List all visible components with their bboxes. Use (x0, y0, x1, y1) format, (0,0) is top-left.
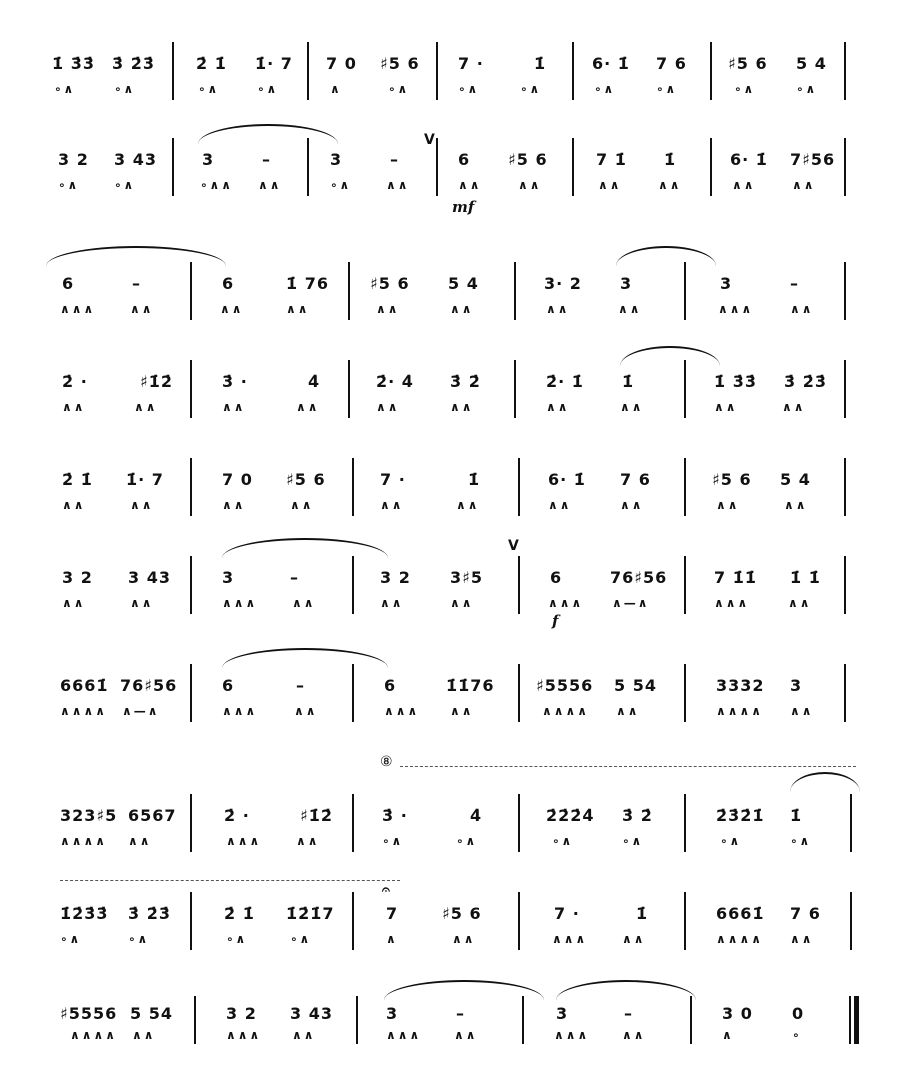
slur (198, 124, 338, 144)
measure-notes: 1̇ (468, 470, 481, 489)
barline (190, 262, 192, 320)
barline (172, 42, 174, 100)
measure-notes: 2̇· 4̇ (376, 372, 414, 391)
barline (684, 794, 686, 852)
measure-notes: ♯5 6 (712, 470, 752, 489)
measure-notes: 3 (222, 568, 235, 587)
barline (518, 458, 520, 516)
bowing-marks: ∘∧ (128, 932, 150, 946)
final-barline (854, 996, 859, 1044)
measure-notes: 6 (384, 676, 397, 695)
breath-mark: V (508, 538, 519, 554)
measure-notes: 6661̇ (60, 676, 109, 695)
measure-notes: 7 · (554, 904, 580, 923)
measure-notes: 5 54 (130, 1004, 173, 1023)
bowing-marks: ∧∧ (130, 596, 154, 610)
barline (352, 556, 354, 614)
barline (356, 996, 358, 1044)
barline (844, 262, 846, 320)
bowing-marks: ∘∧ (456, 834, 478, 848)
barline (352, 458, 354, 516)
measure-notes: 1̇1̇76 (446, 676, 495, 695)
score-system-4 (0, 360, 908, 440)
bowing-marks: ∧∧ (658, 178, 682, 192)
barline (348, 360, 350, 418)
barline (844, 360, 846, 418)
barline (190, 794, 192, 852)
measure-notes: 1̇· 7 (255, 54, 293, 73)
measure-notes: 1̇ 1̇ (790, 568, 821, 587)
bowing-marks: ∧∧ (788, 596, 812, 610)
bowing-marks: ∧∧ (790, 932, 814, 946)
measure-notes: 6 (62, 274, 75, 293)
barline (684, 458, 686, 516)
measure-notes: 2̇ 1̇ (62, 470, 93, 489)
measure-notes: ♯5 6 (442, 904, 482, 923)
measure-notes: 7 0 (222, 470, 253, 489)
bowing-marks: ∧∧ (380, 498, 404, 512)
bowing-marks: ∧∧ (546, 302, 570, 316)
measure-notes: 3 (386, 1004, 399, 1023)
measure-notes: 3 43 (114, 150, 157, 169)
slur (556, 980, 696, 1000)
bowing-marks: ∧∧ (62, 596, 86, 610)
barline (307, 138, 309, 196)
measure-notes: 1̇ (790, 806, 803, 825)
bowing-marks: ∧∧ (132, 1028, 156, 1042)
measure-notes: 3 43 (128, 568, 171, 587)
measure-notes: 7 1̇ (596, 150, 627, 169)
bowing-marks: ∧∧ (598, 178, 622, 192)
measure-notes: 3̇ · (222, 372, 248, 391)
bowing-marks: ∧∧∧ (386, 1028, 422, 1042)
measure-notes: 6 (458, 150, 471, 169)
barline (190, 360, 192, 418)
bowing-marks: ∧∧∧ (384, 704, 420, 718)
barline (684, 664, 686, 722)
barline (684, 360, 686, 418)
bowing-marks: ∧∧ (296, 834, 320, 848)
measure-notes: 3 0 (722, 1004, 753, 1023)
rehearsal-mark: ⑧ (380, 754, 393, 770)
bowing-marks: ∧∧ (450, 704, 474, 718)
measure-notes: 3 2 (62, 568, 93, 587)
bowing-marks: ∘∧ (257, 82, 279, 96)
measure-notes: 2̇2̇2̇4̇ (546, 806, 595, 825)
measure-notes: 3 43 (290, 1004, 333, 1023)
bowing-marks: ∘∧ (54, 82, 76, 96)
measure-notes: 2̇ 1̇ (196, 54, 227, 73)
dynamic-marking: mf (452, 198, 475, 216)
bowing-marks: ∧∧∧∧ (542, 704, 589, 718)
bowing-marks: ∧∧ (732, 178, 756, 192)
measure-notes: 3̇ 2̇3̇ (128, 904, 171, 923)
bowing-marks: ∘∧ (520, 82, 542, 96)
barline (514, 262, 516, 320)
slur (790, 772, 860, 792)
bowing-marks: ∧∧ (716, 498, 740, 512)
measure-notes: 1̇· 7 (126, 470, 164, 489)
bowing-marks: ∧∧ (784, 498, 808, 512)
score-system-6 (0, 538, 908, 636)
measure-notes: 7♯56 (790, 150, 836, 169)
rehearsal-dashed-line (60, 880, 400, 881)
measure-notes: 3♯5 (450, 568, 484, 587)
bowing-marks: ∧∧ (546, 400, 570, 414)
measure-notes: 1̇ (622, 372, 635, 391)
measure-notes: 3̇ · (382, 806, 408, 825)
bowing-marks: ∧∧ (62, 498, 86, 512)
bowing-marks: ∧∧ (130, 498, 154, 512)
barline (684, 556, 686, 614)
bowing-marks: ∧∧ (452, 932, 476, 946)
bowing-marks: ∧∧ (622, 932, 646, 946)
barline (348, 262, 350, 320)
bowing-marks: ∧∧ (294, 704, 318, 718)
measure-notes: 2̇ 1̇ (224, 904, 255, 923)
bowing-marks: ∧∧ (782, 400, 806, 414)
rehearsal-dashed-line (400, 766, 856, 767)
barline (684, 892, 686, 950)
measure-notes: 6 (222, 676, 235, 695)
bowing-marks: ∘ (792, 1028, 802, 1042)
measure-notes: 3 2 (226, 1004, 257, 1023)
dynamic-marking: f (552, 612, 559, 630)
bowing-marks: ∧∧ (620, 400, 644, 414)
slur (384, 980, 544, 1000)
measure-notes: 7 6 (790, 904, 821, 923)
bowing-marks: ∧∧ (296, 400, 320, 414)
measure-notes: 7 (386, 904, 399, 923)
barline (436, 42, 438, 100)
measure-notes: 2̇ · (224, 806, 250, 825)
measure-notes: 1̇ 76 (286, 274, 329, 293)
barline (352, 892, 354, 950)
measure-notes: 6· 1̇ (730, 150, 768, 169)
bowing-marks: ∧∧ (548, 498, 572, 512)
measure-notes: 7 · (458, 54, 484, 73)
score-system-9 (0, 882, 908, 972)
measure-notes: 7 6 (656, 54, 687, 73)
barline (190, 664, 192, 722)
measure-notes: ♯5 6 (286, 470, 326, 489)
slur (620, 346, 720, 366)
measure-notes: 5 4 (780, 470, 811, 489)
barline (850, 794, 852, 852)
measure-notes: ♯5 6 (380, 54, 420, 73)
measure-notes: – (262, 150, 271, 169)
barline (518, 556, 520, 614)
measure-notes: 1̇ 3̇3̇ (52, 54, 95, 73)
bowing-marks: ∘∧ (60, 932, 82, 946)
measure-notes: 6567 (128, 806, 177, 825)
bowing-marks: ∧∧ (130, 302, 154, 316)
bowing-marks: ∘∧ (594, 82, 616, 96)
measure-notes: 3 2 (380, 568, 411, 587)
barline (518, 794, 520, 852)
bowing-marks: ∧∧∧∧ (716, 932, 763, 946)
measure-notes: 6 (222, 274, 235, 293)
bowing-marks: ∧∧ (454, 1028, 478, 1042)
bowing-marks: ∘∧ (198, 82, 220, 96)
barline (190, 892, 192, 950)
measure-notes: 1̇2̇1̇7 (286, 904, 335, 923)
measure-notes: – (456, 1004, 465, 1023)
fermata-mark: 𝄐 (382, 882, 390, 898)
bowing-marks: ∧∧ (790, 302, 814, 316)
measure-notes: – (624, 1004, 633, 1023)
barline (190, 458, 192, 516)
measure-notes: 3 (790, 676, 803, 695)
barline (572, 138, 574, 196)
score-system-7 (0, 664, 908, 744)
measure-notes: 6661̇ (716, 904, 765, 923)
bowing-marks: ∧∧ (220, 302, 244, 316)
bowing-marks: ∧∧∧∧ (70, 1028, 117, 1042)
measure-notes: 4̇ (470, 806, 483, 825)
bowing-marks: ∧∧ (222, 400, 246, 414)
measure-notes: 3̇ 2̇ (622, 806, 653, 825)
score-system-10 (0, 996, 908, 1076)
bowing-marks: ∘∧ (552, 834, 574, 848)
bowing-marks: ∧∧ (62, 400, 86, 414)
measure-notes: – (790, 274, 799, 293)
measure-notes: 6· 1̇ (592, 54, 630, 73)
barline (844, 138, 846, 196)
bowing-marks: ∧∧ (620, 498, 644, 512)
measure-notes: 1̇ 3̇3̇ (714, 372, 757, 391)
measure-notes: 3 (202, 150, 215, 169)
barline (514, 360, 516, 418)
bowing-marks: ∧∧ (128, 834, 152, 848)
bowing-marks: ∘∧ (330, 178, 352, 192)
bowing-marks: ∧∧∧ (554, 1028, 590, 1042)
bowing-marks: ∧—∧ (612, 596, 650, 610)
measure-notes: 5 4 (448, 274, 479, 293)
bowing-marks: ∘∧ (734, 82, 756, 96)
measure-notes: ♯5556 (60, 1004, 118, 1023)
bowing-marks: ∘∧ (114, 178, 136, 192)
bowing-marks: ∧ (386, 932, 398, 946)
measure-notes: 2̇3̇2̇1̇ (716, 806, 765, 825)
measure-notes: 4̇ (308, 372, 321, 391)
barline (710, 138, 712, 196)
score-system-3 (0, 262, 908, 342)
measure-notes: 6· 1̇ (548, 470, 586, 489)
measure-notes: 7 1̇1̇ (714, 568, 757, 587)
bowing-marks: ∧∧ (380, 596, 404, 610)
bowing-marks: ∧∧∧ (718, 302, 754, 316)
bowing-marks: ∧∧ (450, 596, 474, 610)
bowing-marks: ∧∧ (790, 704, 814, 718)
bowing-marks: ∧—∧ (122, 704, 160, 718)
barline (849, 996, 851, 1044)
barline (844, 556, 846, 614)
bowing-marks: ∧∧∧ (222, 704, 258, 718)
bowing-marks: ∧∧ (458, 178, 482, 192)
barline (518, 892, 520, 950)
measure-notes: ♯5 6 (508, 150, 548, 169)
bowing-marks: ∧∧∧ (226, 834, 262, 848)
bowing-marks: ∘∧∧ (200, 178, 233, 192)
barline (684, 262, 686, 320)
measure-notes: 7 · (380, 470, 406, 489)
measure-notes: 3 (620, 274, 633, 293)
bowing-marks: ∧∧ (376, 400, 400, 414)
bowing-marks: ∧∧∧ (60, 302, 96, 316)
slur (222, 538, 388, 558)
measure-notes: – (390, 150, 399, 169)
measure-notes: 3 (720, 274, 733, 293)
measure-notes: 3 2 (58, 150, 89, 169)
bowing-marks: ∧∧ (518, 178, 542, 192)
bowing-marks: ∧∧∧ (548, 596, 584, 610)
measure-notes: 3̇ 2̇3̇ (112, 54, 155, 73)
bowing-marks: ∧ (722, 1028, 734, 1042)
measure-notes: 7 0 (326, 54, 357, 73)
barline (172, 138, 174, 196)
bowing-marks: ∧∧ (222, 498, 246, 512)
measure-notes: 3332 (716, 676, 765, 695)
measure-notes: 3̇ 2̇ (450, 372, 481, 391)
bowing-marks: ∧ (330, 82, 342, 96)
bowing-marks: ∧∧ (456, 498, 480, 512)
measure-notes: 76♯56 (120, 676, 178, 695)
barline (352, 794, 354, 852)
barline (710, 42, 712, 100)
bowing-marks: ∧∧∧ (222, 596, 258, 610)
bowing-marks: ∧∧ (286, 302, 310, 316)
bowing-marks: ∘∧ (382, 834, 404, 848)
slur (46, 246, 226, 266)
bowing-marks: ∘∧ (388, 82, 410, 96)
measure-notes: 3 (556, 1004, 569, 1023)
barline (522, 996, 524, 1044)
barline (844, 42, 846, 100)
measure-notes: 1̇ (664, 150, 677, 169)
measure-notes: – (132, 274, 141, 293)
score-system-1 (0, 42, 908, 122)
bowing-marks: ∧∧ (292, 596, 316, 610)
barline (436, 138, 438, 196)
bowing-marks: ∧∧ (450, 302, 474, 316)
barline (194, 996, 196, 1044)
barline (844, 664, 846, 722)
bowing-marks: ∧∧ (618, 302, 642, 316)
measure-notes: 3· 2 (544, 274, 582, 293)
bowing-marks: ∘∧ (226, 932, 248, 946)
bowing-marks: ∧∧∧∧ (60, 704, 107, 718)
measure-notes: – (296, 676, 305, 695)
measure-notes: ♯1̇2̇ (140, 372, 174, 391)
barline (307, 42, 309, 100)
measure-notes: 5 54 (614, 676, 657, 695)
bowing-marks: ∧∧ (386, 178, 410, 192)
bowing-marks: ∧∧ (134, 400, 158, 414)
measure-notes: 5 4 (796, 54, 827, 73)
score-system-2 (0, 132, 908, 218)
slur (616, 246, 716, 266)
measure-notes: 3̇ 2̇3̇ (784, 372, 827, 391)
measure-notes: ♯1̇2̇ (300, 806, 334, 825)
bowing-marks: ∘∧ (58, 178, 80, 192)
breath-mark: V (424, 132, 435, 148)
measure-notes: 1̇2̇3̇3̇ (60, 904, 109, 923)
bowing-marks: ∘∧ (720, 834, 742, 848)
barline (518, 664, 520, 722)
bowing-marks: ∧∧ (622, 1028, 646, 1042)
bowing-marks: ∧∧ (714, 400, 738, 414)
barline (352, 664, 354, 722)
barline (190, 556, 192, 614)
bowing-marks: ∧∧ (290, 498, 314, 512)
barline (844, 458, 846, 516)
measure-notes: – (290, 568, 299, 587)
bowing-marks: ∘∧ (790, 834, 812, 848)
measure-notes: 323♯5 (60, 806, 118, 825)
bowing-marks: ∧∧∧∧ (716, 704, 763, 718)
bowing-marks: ∧∧ (450, 400, 474, 414)
barline (690, 996, 692, 1044)
score-system-8 (0, 794, 908, 874)
measure-notes: 3 (330, 150, 343, 169)
measure-notes: ♯5 6 (728, 54, 768, 73)
measure-notes: ♯5 6 (370, 274, 410, 293)
bowing-marks: ∘∧ (458, 82, 480, 96)
bowing-marks: ∘∧ (656, 82, 678, 96)
bowing-marks: ∘∧ (290, 932, 312, 946)
barline (850, 892, 852, 950)
measure-notes: 0 (792, 1004, 805, 1023)
barline (572, 42, 574, 100)
bowing-marks: ∧∧∧∧ (60, 834, 107, 848)
bowing-marks: ∧∧ (792, 178, 816, 192)
measure-notes: 1̇ (534, 54, 547, 73)
measure-notes: ♯5556 (536, 676, 594, 695)
bowing-marks: ∧∧ (616, 704, 640, 718)
bowing-marks: ∧∧∧ (552, 932, 588, 946)
measure-notes: 76♯56 (610, 568, 668, 587)
bowing-marks: ∧∧∧ (226, 1028, 262, 1042)
measure-notes: 2̇ · (62, 372, 88, 391)
bowing-marks: ∘∧ (622, 834, 644, 848)
slur (222, 648, 388, 668)
bowing-marks: ∘∧ (114, 82, 136, 96)
bowing-marks: ∧∧ (376, 302, 400, 316)
measure-notes: 2̇· 1̇ (546, 372, 584, 391)
bowing-marks: ∧∧ (258, 178, 282, 192)
bowing-marks: ∧∧∧ (714, 596, 750, 610)
measure-notes: 7 6 (620, 470, 651, 489)
measure-notes: 6 (550, 568, 563, 587)
bowing-marks: ∧∧ (292, 1028, 316, 1042)
bowing-marks: ∘∧ (796, 82, 818, 96)
score-system-5 (0, 458, 908, 538)
measure-notes: 1̇ (636, 904, 649, 923)
